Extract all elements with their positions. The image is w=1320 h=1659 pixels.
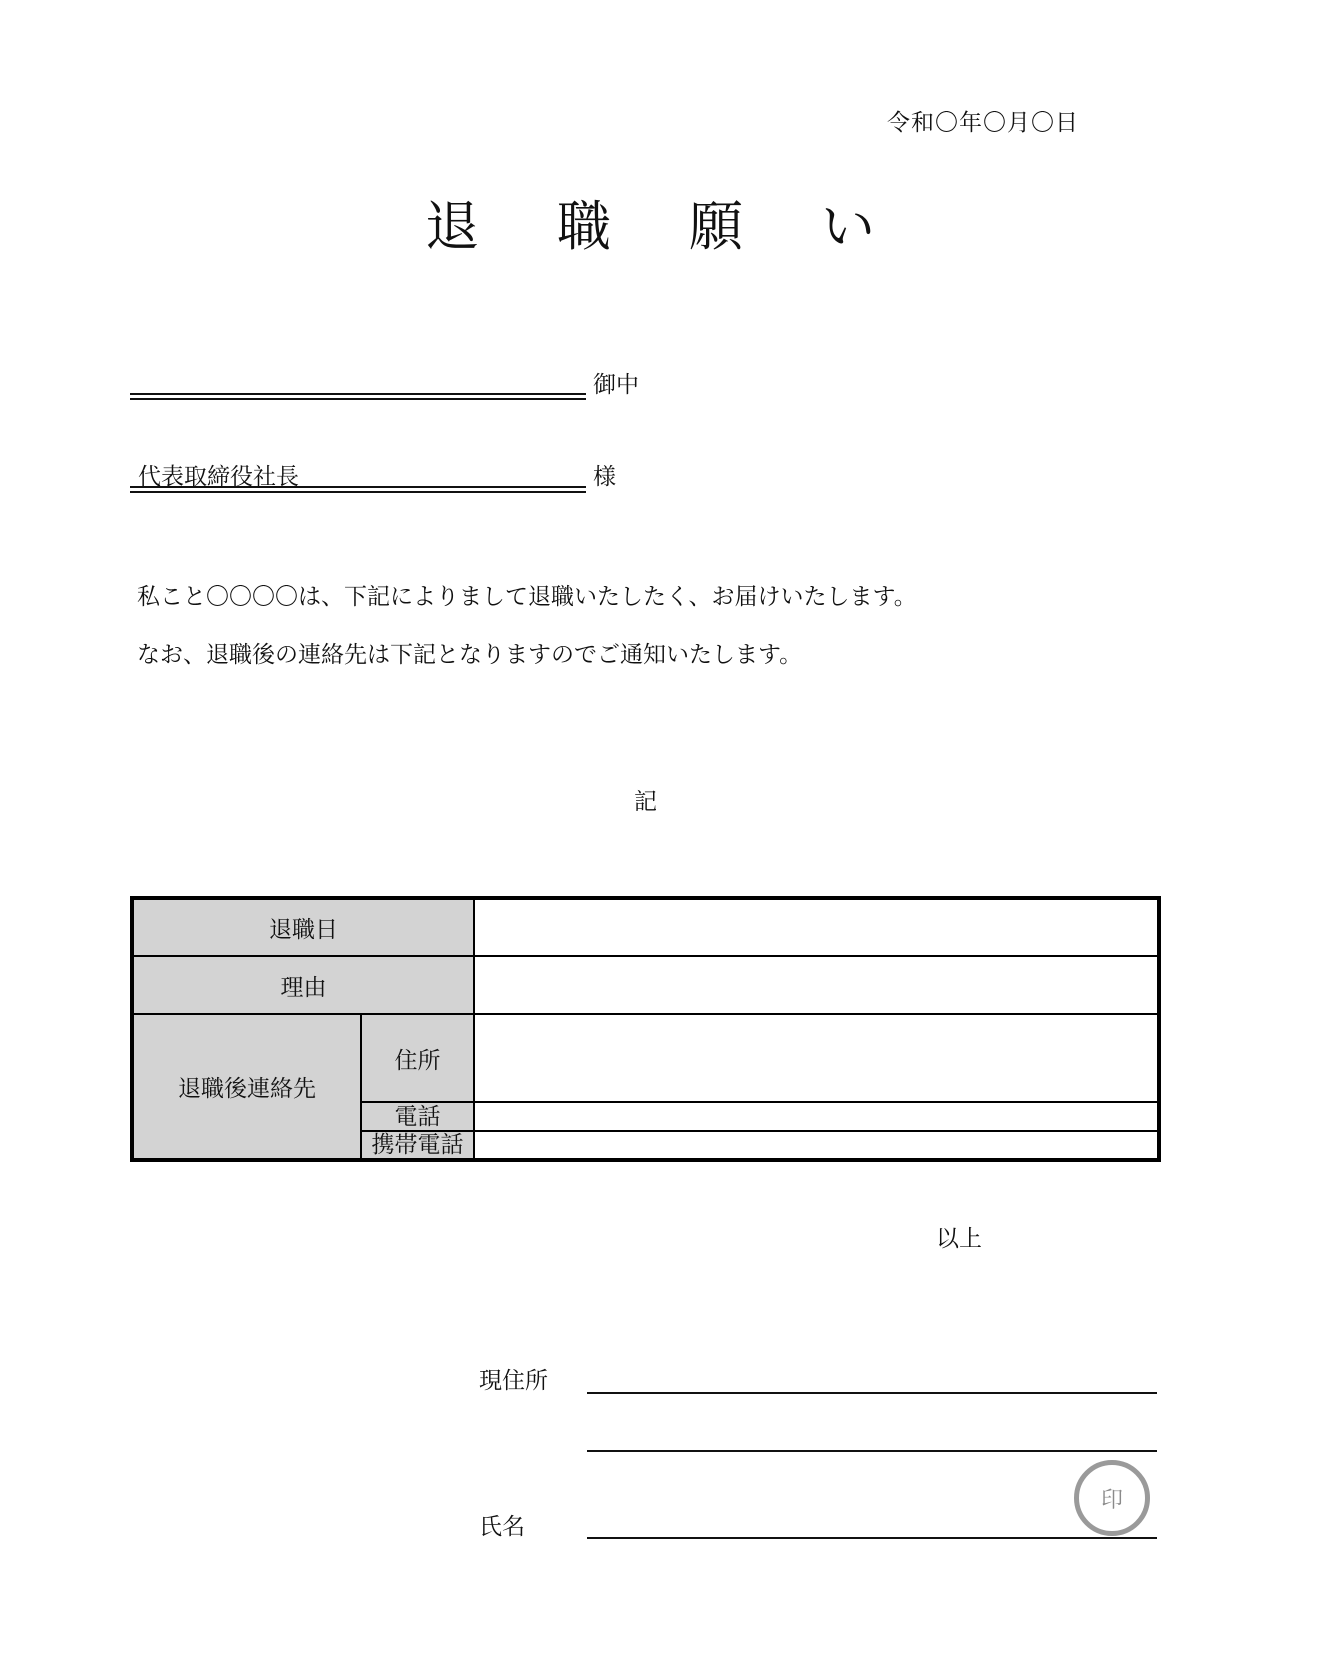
body-line-2: なお、退職後の連絡先は下記となりますのでご通知いたします。 <box>137 642 803 668</box>
phone-field[interactable] <box>474 1102 1159 1131</box>
retirement-date-label: 退職日 <box>132 898 474 956</box>
body-line-1: 私こと〇〇〇〇は、下記によりまして退職いたしたく、お届けいたします。 <box>137 584 917 610</box>
retirement-date-field[interactable] <box>474 898 1159 956</box>
title-char-1: 退 <box>425 194 479 258</box>
phone-label: 電話 <box>361 1102 474 1131</box>
table-row <box>132 898 1159 956</box>
title-char-2: 職 <box>557 194 611 258</box>
current-address-line-1[interactable] <box>587 1392 1157 1394</box>
seal-char: 印 <box>1100 1487 1123 1513</box>
title-char-4: い <box>821 194 875 258</box>
name-label: 氏名 <box>479 1514 525 1540</box>
mobile-field[interactable] <box>474 1131 1159 1160</box>
company-suffix: 御中 <box>593 372 639 398</box>
seal-stamp <box>1074 1460 1150 1536</box>
title-char-3: 願 <box>689 194 743 258</box>
table-row <box>132 956 1159 1014</box>
info-table <box>130 896 1161 1162</box>
representative-name-line[interactable] <box>130 486 586 493</box>
representative-suffix: 様 <box>593 464 616 490</box>
ki-heading: 記 <box>634 789 657 815</box>
representative-label: 代表取締役社長 <box>138 464 299 490</box>
current-address-line-2[interactable] <box>587 1450 1157 1452</box>
contact-label: 退職後連絡先 <box>132 1014 361 1160</box>
document-title <box>310 182 990 262</box>
current-address-label: 現住所 <box>479 1368 548 1394</box>
document-date: 令和〇年〇月〇日 <box>887 110 1079 136</box>
table-row <box>132 1014 1159 1102</box>
reason-label: 理由 <box>132 956 474 1014</box>
address-label: 住所 <box>361 1014 474 1102</box>
reason-field[interactable] <box>474 956 1159 1014</box>
closing-ijo: 以上 <box>936 1226 982 1252</box>
address-field[interactable] <box>474 1014 1159 1102</box>
company-name-line[interactable] <box>130 393 586 400</box>
name-line[interactable] <box>587 1537 1157 1539</box>
mobile-label: 携帯電話 <box>361 1131 474 1160</box>
